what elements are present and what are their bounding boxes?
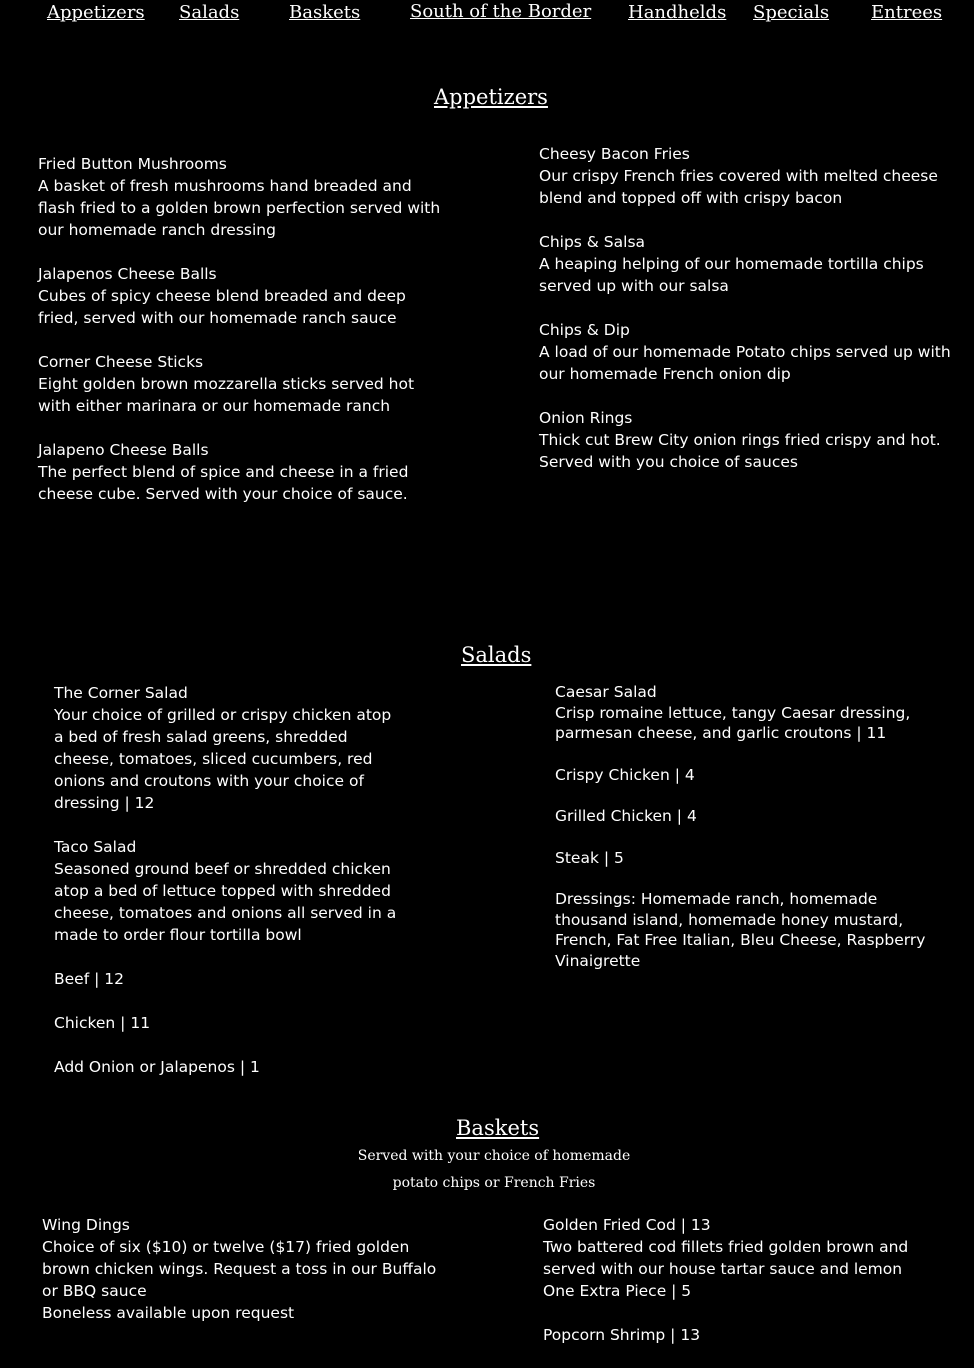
item-name: Caesar Salad	[555, 683, 657, 701]
item-name: Chips & Dip	[539, 321, 630, 339]
item-description: Choice of six ($10) or twelve ($17) fried golden brown chicken wings. Request a toss in our Buffalo or BBQ sauce	[42, 1238, 437, 1300]
item-name: Jalapenos Cheese Balls	[38, 265, 217, 283]
menu-item	[54, 836, 399, 946]
appetizers-left-column	[38, 153, 450, 527]
menu-item	[38, 153, 450, 241]
item-description: Your choice of grilled or crispy chicken atop a bed of fresh salad greens, shredded cheese, tomatoes, sliced cucumbers, red onions and croutons with your choice of dressing | 12	[54, 706, 392, 812]
baskets-right-column	[543, 1214, 943, 1368]
item-name: Jalapeno Cheese Balls	[38, 441, 209, 459]
nav-appetizers[interactable]: Appetizers	[47, 2, 145, 23]
price-line	[555, 765, 935, 786]
item-name: Corner Cheese Sticks	[38, 353, 204, 371]
item-description: Seasoned ground beef or shredded chicken atop a bed of lettuce topped with shredded cheese, tomatoes and onions all served in a made to order flour tortilla bowl	[54, 860, 397, 944]
baskets-left-column	[42, 1214, 442, 1346]
price-chicken: Chicken | 11	[54, 1014, 151, 1032]
price-line	[555, 848, 935, 869]
salads-title: Salads	[461, 643, 532, 667]
item-name: Golden Fried Cod | 13	[543, 1216, 711, 1234]
baskets-subtitle-line2: potato chips or French Fries	[392, 1175, 596, 1191]
item-description: A heaping helping of our homemade tortilla chips served up with our salsa	[539, 255, 924, 295]
item-name: Popcorn Shrimp | 13	[543, 1326, 701, 1344]
price-addon: Add Onion or Jalapenos | 1	[54, 1058, 260, 1076]
item-description: Thick cut Brew City onion rings fried crispy and hot. Served with you choice of sauces	[539, 431, 941, 471]
item-description: A load of our homemade Potato chips served up with our homemade French onion dip	[539, 343, 951, 383]
price-line	[54, 1012, 399, 1034]
baskets-title: Baskets	[456, 1116, 540, 1140]
menu-item	[543, 1214, 943, 1302]
dressings-text: Dressings: Homemade ranch, homemade thousand island, homemade honey mustard, French, Fat Free Italian, Bleu Cheese, Raspberry Vinaigrette	[555, 890, 926, 970]
salads-left-column	[54, 682, 399, 1100]
menu-item	[42, 1214, 442, 1324]
item-note: Boneless available upon request	[42, 1304, 295, 1322]
nav-handhelds[interactable]: Handhelds	[628, 2, 727, 23]
price-line	[54, 968, 399, 990]
item-name: Fried Button Mushrooms	[38, 155, 227, 173]
price-beef: Beef | 12	[54, 970, 124, 988]
menu-item	[38, 439, 450, 505]
menu-item	[38, 263, 450, 329]
item-description: Eight golden brown mozzarella sticks served hot with either marinara or our homemade ranch	[38, 375, 415, 415]
item-name: Chips & Salsa	[539, 233, 646, 251]
nav-entrees[interactable]: Entrees	[871, 2, 943, 23]
nav-south-of-the-border[interactable]: South of the Border	[410, 1, 592, 22]
item-description: Cubes of spicy cheese blend breaded and deep fried, served with our homemade ranch sauce	[38, 287, 406, 327]
nav-specials[interactable]: Specials	[753, 2, 830, 23]
price-crispy-chicken: Crispy Chicken | 4	[555, 765, 695, 784]
price-steak: Steak | 5	[555, 848, 624, 867]
appetizers-title: Appetizers	[434, 85, 548, 109]
nav-baskets[interactable]: Baskets	[289, 2, 361, 23]
item-description: The perfect blend of spice and cheese in a fried cheese cube. Served with your choice of sauce.	[38, 463, 409, 503]
dressings-list	[555, 889, 935, 971]
menu-item	[539, 407, 951, 473]
price-line	[54, 1056, 399, 1078]
item-name: Wing Dings	[42, 1216, 130, 1234]
menu-item	[38, 351, 450, 417]
item-description: Our crispy French fries covered with melted cheese blend and topped off with crispy bacon	[539, 167, 938, 207]
item-description: A basket of fresh mushrooms hand breaded and flash fried to a golden brown perfection served with our homemade ranch dressing	[38, 177, 441, 239]
menu-item	[543, 1324, 943, 1346]
item-name: Taco Salad	[54, 838, 137, 856]
menu-item	[539, 143, 951, 209]
salads-right-column	[555, 682, 935, 992]
item-extra: One Extra Piece | 5	[543, 1282, 692, 1300]
menu-item	[54, 682, 399, 814]
item-description: Crisp romaine lettuce, tangy Caesar dressing, parmesan cheese, and garlic croutons | 11	[555, 703, 911, 742]
menu-item	[539, 231, 951, 297]
item-name: The Corner Salad	[54, 684, 188, 702]
nav-salads[interactable]: Salads	[179, 2, 240, 23]
item-name: Cheesy Bacon Fries	[539, 145, 690, 163]
appetizers-right-column	[539, 143, 951, 495]
baskets-subtitle-line1: Served with your choice of homemade	[357, 1148, 631, 1164]
price-line	[555, 806, 935, 827]
price-grilled-chicken: Grilled Chicken | 4	[555, 807, 697, 825]
item-name: Onion Rings	[539, 409, 633, 427]
item-description: Two battered cod fillets fried golden brown and served with our house tartar sauce and lemon	[543, 1238, 909, 1278]
menu-item	[555, 682, 935, 744]
baskets-subtitle	[0, 1143, 974, 1197]
menu-item	[539, 319, 951, 385]
